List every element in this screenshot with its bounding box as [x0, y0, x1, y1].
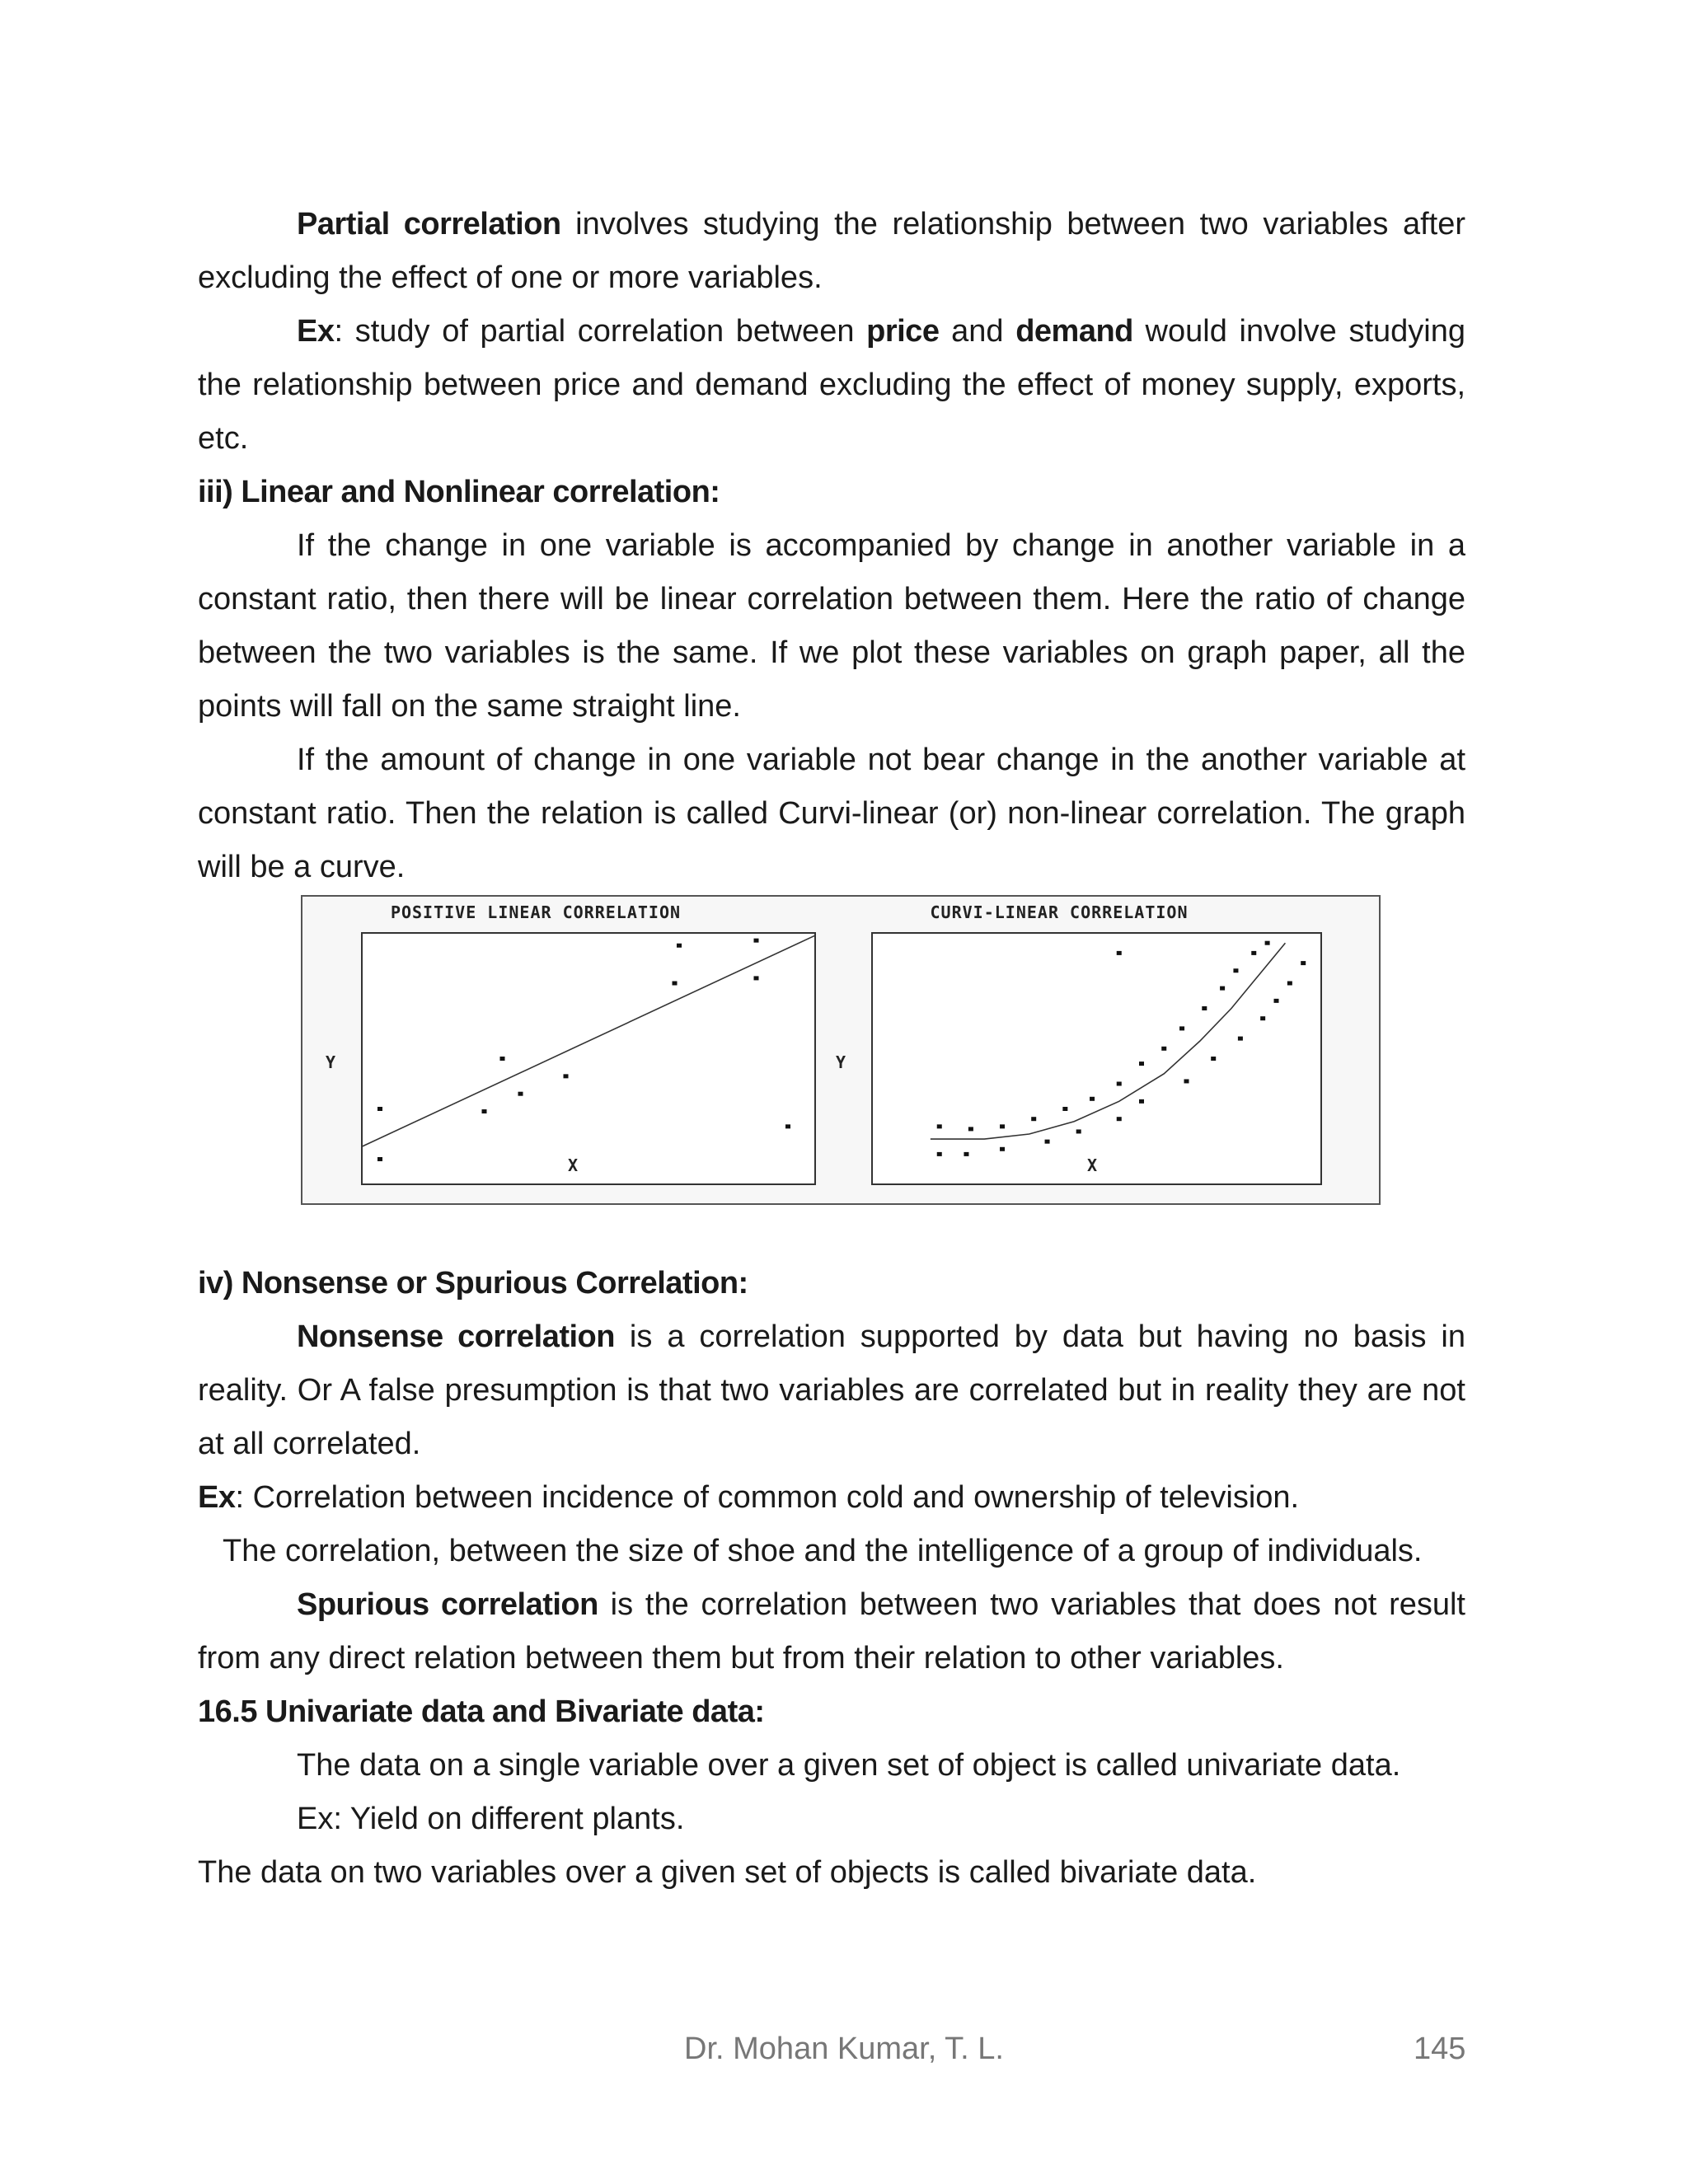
- plot-area-positive-linear: [362, 933, 815, 1184]
- data-point: [1161, 1047, 1166, 1051]
- data-point: [1139, 1062, 1144, 1066]
- data-point: [1000, 1147, 1005, 1151]
- data-point: [1202, 1006, 1207, 1010]
- data-point: [937, 1152, 942, 1156]
- data-point: [564, 1074, 569, 1078]
- data-point: [1139, 1099, 1144, 1104]
- data-point: [968, 1127, 973, 1131]
- correlation-figure-svg: [301, 895, 1381, 1205]
- chart-title-curvilinear: CURVI-LINEAR CORRELATION: [930, 902, 1189, 922]
- term-price: price: [866, 314, 940, 349]
- data-point: [937, 1124, 942, 1128]
- data-point: [1251, 951, 1256, 955]
- paragraph-linear: If the change in one variable is accompanied by change in another variable in a constant ratio, then there will be linear correlation between them. Here the ratio of change between the two variables is the same. If we plot these variables on graph paper, all the points will fall on the same straight line.: [198, 528, 1465, 724]
- data-point: [1260, 1016, 1265, 1020]
- data-point: [1045, 1140, 1050, 1144]
- data-point: [1265, 941, 1270, 945]
- data-point: [677, 944, 682, 948]
- data-point: [1076, 1129, 1081, 1133]
- paragraph-nonsense: [198, 1310, 1465, 1471]
- paragraph-nonsense-example: [198, 1471, 1465, 1525]
- data-point: [1211, 1057, 1216, 1061]
- footer-page-number: 145: [1414, 2032, 1466, 2066]
- data-point: [377, 1107, 382, 1111]
- paragraph-partial-example: [198, 305, 1465, 466]
- text: is the correlation between two variables that does not result from any direct relation between them but from their relation to other variables.: [198, 1587, 1465, 1675]
- data-point: [1184, 1079, 1189, 1083]
- y-axis-label-linear: Y: [325, 1052, 336, 1072]
- data-point: [754, 976, 759, 980]
- term-nonsense-correlation: Nonsense correlation: [297, 1319, 615, 1354]
- data-point: [518, 1092, 523, 1096]
- data-point: [1117, 1082, 1122, 1086]
- data-point: [1090, 1097, 1095, 1101]
- data-point: [1117, 951, 1122, 955]
- text: is a correlation supported by data but having no basis in reality. Or A false presumption is that two variables are correlated but in reality they are not at all correlated.: [198, 1319, 1466, 1461]
- ex-label: Ex: [198, 1480, 236, 1515]
- data-point: [1062, 1107, 1067, 1111]
- data-point: [1301, 961, 1306, 965]
- data-point: [673, 982, 678, 986]
- data-point: [1031, 1117, 1036, 1121]
- text: : study of partial correlation between: [334, 314, 867, 349]
- data-point: [754, 939, 759, 943]
- data-point: [1274, 999, 1279, 1003]
- paragraph-univariate: The data on a single variable over a given set of object is called univariate data.: [297, 1748, 1401, 1783]
- heading-univariate-bivariate: 16.5 Univariate data and Bivariate data:: [198, 1694, 765, 1729]
- term-spurious-correlation: Spurious correlation: [297, 1587, 598, 1622]
- data-point: [1220, 987, 1225, 991]
- data-point: [1117, 1117, 1122, 1121]
- data-point: [482, 1109, 487, 1113]
- data-point: [500, 1057, 505, 1061]
- y-axis-label-curvilinear: Y: [835, 1052, 846, 1072]
- paragraph-curvilinear: If the amount of change in one variable not bear change in the another variable at constant ratio. Then the relation is called Curvi-linear (or) non-linear correlation. The graph will be a curve.: [198, 743, 1465, 884]
- data-point: [964, 1152, 968, 1156]
- paragraph-partial-correlation: [198, 198, 1465, 305]
- paragraph-bivariate: The data on two variables over a given set of objects is called bivariate data.: [198, 1855, 1257, 1890]
- text: and: [939, 314, 1016, 349]
- heading-linear-nonlinear: iii) Linear and Nonlinear correlation:: [198, 475, 720, 509]
- text: involves studying the relationship between two variables after excluding the effect of one or more variables.: [198, 207, 1465, 295]
- x-axis-label-curvilinear: X: [1086, 1155, 1098, 1175]
- term-demand: demand: [1015, 314, 1133, 349]
- text: : Correlation between incidence of common cold and ownership of television.: [235, 1480, 1300, 1515]
- paragraph-shoe-example: The correlation, between the size of shoe and the intelligence of a group of individuals.: [223, 1534, 1423, 1568]
- correlation-figure: [301, 895, 1381, 1205]
- plot-area-curvilinear: [872, 933, 1321, 1184]
- term-partial-correlation: Partial correlation: [297, 207, 561, 241]
- data-point: [1287, 982, 1292, 986]
- footer-author: Dr. Mohan Kumar, T. L.: [684, 2032, 1004, 2066]
- paragraph-univariate-example: Ex: Yield on different plants.: [297, 1802, 685, 1836]
- chart-title-positive-linear: POSITIVE LINEAR CORRELATION: [390, 902, 682, 922]
- data-point: [1233, 968, 1238, 972]
- paragraph-spurious: [198, 1578, 1465, 1685]
- data-point: [1000, 1124, 1005, 1128]
- data-point: [1179, 1026, 1184, 1030]
- text: would involve studying the relationship between price and demand excluding the effect of money supply, exports, etc.: [198, 314, 1465, 456]
- data-point: [1238, 1037, 1243, 1041]
- data-point: [785, 1124, 790, 1128]
- ex-label: Ex: [297, 314, 335, 349]
- heading-nonsense-spurious: iv) Nonsense or Spurious Correlation:: [198, 1266, 748, 1301]
- x-axis-label-linear: X: [567, 1155, 579, 1175]
- data-point: [377, 1157, 382, 1161]
